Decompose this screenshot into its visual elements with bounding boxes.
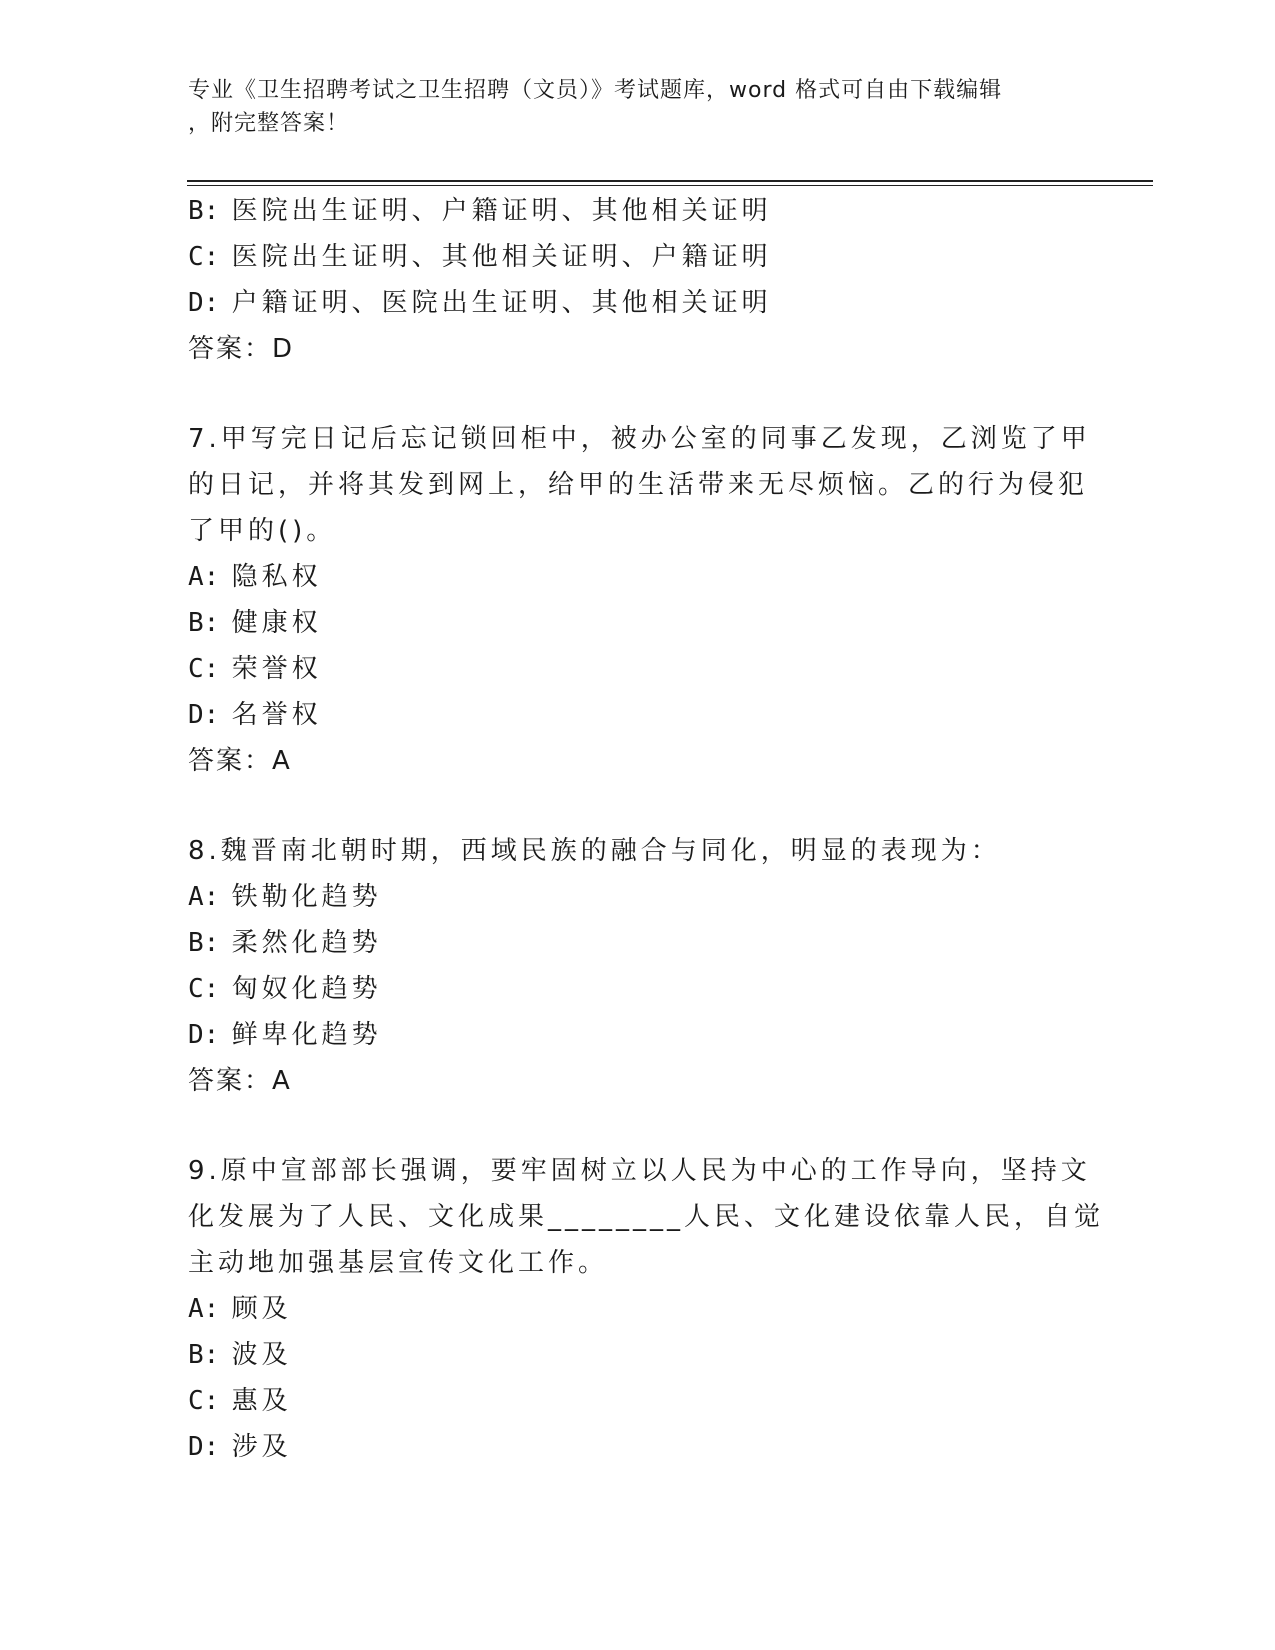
question-stem-line: 7.甲写完日记后忘记锁回柜中，被办公室的同事乙发现，乙浏览了甲 [188,424,1091,454]
question-stem-line: 了甲的()。 [188,516,337,546]
answer: 答案：A [188,1066,292,1096]
option-a: A: 顾及 [188,1294,292,1324]
question-stem-line: 9.原中宣部部长强调，要牢固树立以人民为中心的工作导向，坚持文 [188,1156,1091,1186]
question-stem-line: 8.魏晋南北朝时期，西域民族的融合与同化，明显的表现为： [188,836,1001,866]
option-b: B: 医院出生证明、户籍证明、其他相关证明 [188,196,772,226]
option-b: B: 波及 [188,1340,292,1370]
option-d: D: 户籍证明、医院出生证明、其他相关证明 [188,288,772,318]
option-b: B: 健康权 [188,608,322,638]
answer: 答案：A [188,746,292,776]
option-b: B: 柔然化趋势 [188,928,382,958]
question-stem-line: 化发展为了人民、文化成果________人民、文化建设依靠人民，自觉 [188,1202,1105,1232]
option-d: D: 名誉权 [188,700,322,730]
answer: 答案：D [188,334,295,364]
option-d: D: 鲜卑化趋势 [188,1020,382,1050]
question-stem-line: 的日记，并将其发到网上，给甲的生活带来无尽烦恼。乙的行为侵犯 [188,470,1089,500]
option-c: C: 医院出生证明、其他相关证明、户籍证明 [188,242,772,272]
option-c: C: 匈奴化趋势 [188,974,382,1004]
option-a: A: 铁勒化趋势 [188,882,382,912]
question-stem-line: 主动地加强基层宣传文化工作。 [188,1248,609,1278]
option-d: D: 涉及 [188,1432,292,1462]
header-line-1: 专业《卫生招聘考试之卫生招聘（文员）》考试题库，word 格式可自由下载编辑 [188,78,1003,103]
header-rule-thick [187,180,1153,182]
option-c: C: 惠及 [188,1386,292,1416]
page-header [188,74,1068,140]
question-7 [188,416,1091,784]
document-body [188,188,1105,1470]
question-9 [188,1148,1105,1470]
question-6 [188,188,1068,372]
option-a: A: 隐私权 [188,562,322,592]
question-8 [188,828,1068,1104]
option-c: C: 荣誉权 [188,654,322,684]
header-rule-thin [187,185,1153,186]
header-line-2: ，附完整答案！ [188,111,350,136]
